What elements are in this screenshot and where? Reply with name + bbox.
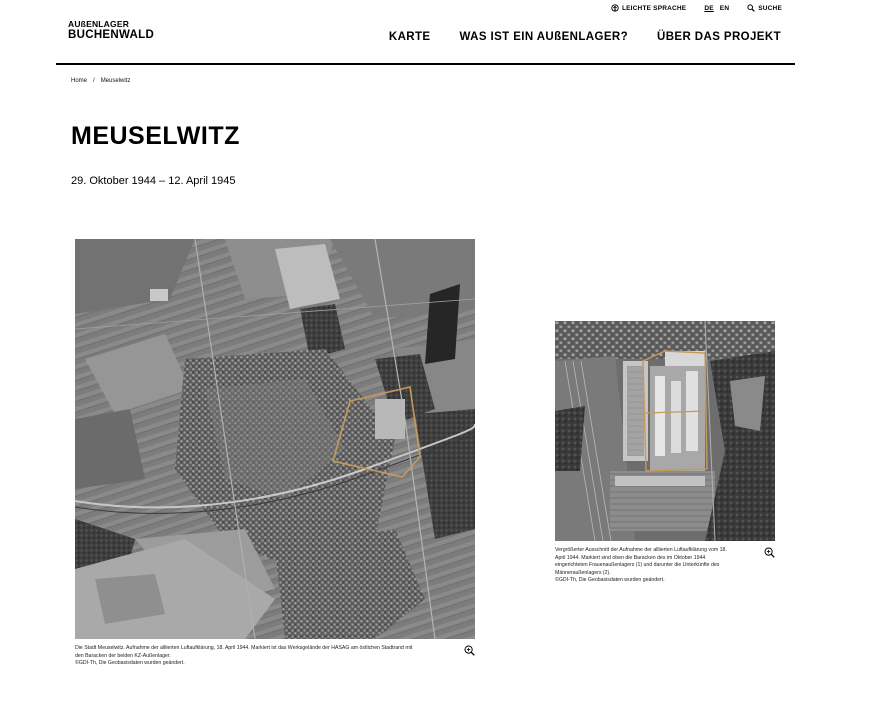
date-range: 29. Oktober 1944 – 12. April 1945 xyxy=(71,175,236,187)
figure-1-caption-line: den Baracken der beiden KZ-Außenlager. xyxy=(75,652,171,659)
breadcrumb-separator: / xyxy=(93,78,95,84)
breadcrumb xyxy=(71,78,130,84)
search-icon xyxy=(747,4,755,12)
logo-line-2: BUCHENWALD xyxy=(68,28,155,41)
figure-2-caption-line: eingerichteten Frauenaußenlagers (1) und darunter die Unterkünfte des xyxy=(555,562,720,568)
figure-2-caption-line: April 1944. Markiert sind oben die Baracken des im Oktober 1944 xyxy=(555,554,706,561)
nav-item-aussenlager[interactable]: WAS IST EIN AUßENLAGER? xyxy=(459,31,629,43)
nav-item-projekt[interactable]: ÜBER DAS PROJEKT xyxy=(657,31,781,43)
nav-item-karte[interactable]: KARTE xyxy=(388,31,431,43)
lang-en-link[interactable]: EN xyxy=(719,4,730,12)
site-logo[interactable] xyxy=(68,20,154,41)
figure-1-caption-line: ©GDI-Th, Die Geobasisdaten wurden geändert. xyxy=(75,660,185,666)
easy-language-label: LEICHTE SPRACHE xyxy=(621,4,687,12)
main-nav xyxy=(389,31,781,43)
page-title: MEUSELWITZ xyxy=(71,122,240,150)
easy-language-link[interactable] xyxy=(611,4,686,12)
figure-1-caption-line: Die Stadt Meuselwitz. Aufnahme der alliierten Luftaufklärung, 18. April 1944. Markiert ist das Werksgelände der HASAG am östlichen Stadtrand mit xyxy=(75,645,413,651)
lang-de-link[interactable]: DE xyxy=(704,4,714,12)
figure-2-caption-line: Männeraußenlagers (2). xyxy=(555,569,611,576)
breadcrumb-home[interactable]: Home xyxy=(71,78,88,84)
figure-2-caption-line: Vergrößerter Ausschnitt der Aufnahme der alliierten Luftaufklärung vom 18. xyxy=(555,547,727,553)
figure-2-caption-line: ©GDI-Th, Die Geobasisdaten wurden geändert. xyxy=(555,577,665,583)
easy-language-icon xyxy=(611,4,619,12)
breadcrumb-current: Meuselwitz xyxy=(100,78,131,84)
utility-nav xyxy=(611,4,782,12)
figure-2-caption xyxy=(555,547,760,585)
zoom-in-icon[interactable] xyxy=(464,645,475,656)
search-label: SUCHE xyxy=(758,4,782,12)
aerial-photo-detail[interactable] xyxy=(555,321,775,541)
figure-1-caption xyxy=(75,645,460,668)
zoom-in-icon[interactable] xyxy=(764,547,775,558)
logo-line-1: AUßENLAGER xyxy=(68,19,130,29)
aerial-photo-town[interactable] xyxy=(75,239,475,639)
header-divider xyxy=(56,63,795,65)
search-link[interactable] xyxy=(747,4,782,12)
